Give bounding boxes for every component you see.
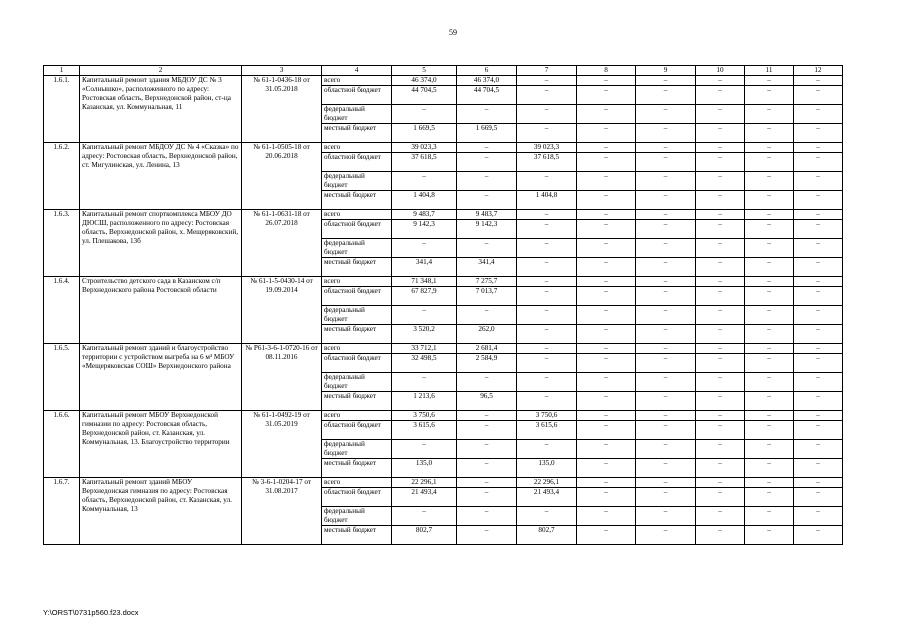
amount-cell: 3 750,6 — [392, 411, 457, 421]
amount-cell: – — [745, 76, 794, 86]
amount-cell: – — [745, 220, 794, 239]
funding-source: всего — [322, 277, 392, 287]
amount-cell: – — [794, 325, 843, 344]
amount-cell: – — [636, 478, 696, 488]
funding-source: местный бюджет — [322, 325, 392, 344]
amount-cell: 32 498,5 — [392, 354, 457, 373]
amount-cell: – — [577, 277, 636, 287]
funding-source: федеральный бюджет — [322, 306, 392, 325]
object-name: Капитальный ремонт МБДОУ ДС № 4 «Сказка» по адресу: Ростовская область, Верхнедонской район, ст. Мигулинская, ул. Ленина, 13 — [80, 143, 242, 210]
amount-cell: – — [794, 172, 843, 191]
amount-cell: – — [696, 440, 745, 459]
column-header: 8 — [577, 66, 636, 76]
amount-cell: 39 023,3 — [392, 143, 457, 153]
amount-cell: 3 615,6 — [392, 421, 457, 440]
funding-source: всего — [322, 344, 392, 354]
object-name: Капитальный ремонт зданий МБОУ Верхнедонская гимназия по адресу: Ростовская область, Верхнедонской район, ст. Казанская, ул. Коммунальная, 13 — [80, 478, 242, 545]
amount-cell: – — [636, 210, 696, 220]
table-row — [44, 411, 843, 421]
amount-cell: – — [392, 172, 457, 191]
amount-cell: – — [577, 354, 636, 373]
amount-cell: – — [577, 239, 636, 258]
amount-cell: – — [457, 153, 517, 172]
amount-cell: – — [636, 392, 696, 411]
amount-cell: – — [577, 287, 636, 306]
expertise-conclusion: № 61-1-0436-18 от 31.05.2018 — [242, 76, 322, 143]
amount-cell: – — [745, 507, 794, 526]
amount-cell: – — [577, 105, 636, 124]
amount-cell: – — [696, 287, 745, 306]
item-number: 1.6.4. — [44, 277, 80, 344]
amount-cell: – — [696, 488, 745, 507]
amount-cell: – — [745, 440, 794, 459]
amount-cell: 46 374,0 — [392, 76, 457, 86]
amount-cell: – — [745, 526, 794, 545]
amount-cell: 33 712,1 — [392, 344, 457, 354]
amount-cell: 37 618,5 — [392, 153, 457, 172]
amount-cell: – — [636, 344, 696, 354]
amount-cell: – — [745, 411, 794, 421]
amount-cell: – — [745, 373, 794, 392]
funding-source: всего — [322, 143, 392, 153]
amount-cell: – — [745, 287, 794, 306]
amount-cell: – — [696, 153, 745, 172]
amount-cell: – — [636, 172, 696, 191]
amount-cell: – — [745, 153, 794, 172]
funding-source: местный бюджет — [322, 392, 392, 411]
amount-cell: – — [577, 153, 636, 172]
amount-cell: – — [696, 507, 745, 526]
amount-cell: 21 493,4 — [392, 488, 457, 507]
amount-cell: – — [517, 392, 577, 411]
amount-cell: – — [794, 421, 843, 440]
amount-cell: – — [794, 258, 843, 277]
amount-cell: 67 827,9 — [392, 287, 457, 306]
amount-cell: – — [457, 478, 517, 488]
amount-cell: – — [794, 105, 843, 124]
column-header: 11 — [745, 66, 794, 76]
column-header: 6 — [457, 66, 517, 76]
page-number: 59 — [449, 28, 457, 37]
expertise-conclusion: № 3-6-1-0204-17 от 31.08.2017 — [242, 478, 322, 545]
amount-cell: – — [696, 124, 745, 143]
amount-cell: – — [457, 421, 517, 440]
amount-cell: 1 404,8 — [392, 191, 457, 210]
amount-cell: 135,0 — [392, 459, 457, 478]
item-number: 1.6.6. — [44, 411, 80, 478]
amount-cell: – — [636, 306, 696, 325]
funding-source: федеральный бюджет — [322, 507, 392, 526]
amount-cell: – — [517, 124, 577, 143]
amount-cell: 135,0 — [517, 459, 577, 478]
column-header: 9 — [636, 66, 696, 76]
amount-cell: – — [696, 526, 745, 545]
funding-source: федеральный бюджет — [322, 373, 392, 392]
funding-source: областной бюджет — [322, 153, 392, 172]
amount-cell: – — [636, 191, 696, 210]
amount-cell: – — [517, 258, 577, 277]
amount-cell: 1 404,8 — [517, 191, 577, 210]
funding-source: федеральный бюджет — [322, 440, 392, 459]
amount-cell: – — [794, 287, 843, 306]
column-header: 10 — [696, 66, 745, 76]
amount-cell: 3 520,2 — [392, 325, 457, 344]
object-name: Капитальный ремонт МБОУ Верхнедонской гимназии по адресу: Ростовская область, Верхнедонской район, ст. Казанская, ул. Коммунальная, 13. Благоустройство территории — [80, 411, 242, 478]
amount-cell: – — [794, 459, 843, 478]
amount-cell: – — [577, 411, 636, 421]
amount-cell: – — [577, 526, 636, 545]
amount-cell: – — [696, 220, 745, 239]
item-number: 1.6.5. — [44, 344, 80, 411]
amount-cell: – — [794, 277, 843, 287]
amount-cell: – — [696, 478, 745, 488]
amount-cell: – — [794, 344, 843, 354]
funding-source: федеральный бюджет — [322, 105, 392, 124]
amount-cell: – — [745, 277, 794, 287]
item-number: 1.6.7. — [44, 478, 80, 545]
amount-cell: – — [745, 488, 794, 507]
amount-cell: – — [577, 191, 636, 210]
amount-cell: – — [517, 344, 577, 354]
funding-source: областной бюджет — [322, 421, 392, 440]
amount-cell: 37 618,5 — [517, 153, 577, 172]
amount-cell: – — [696, 191, 745, 210]
amount-cell: – — [794, 507, 843, 526]
table-row — [44, 344, 843, 354]
amount-cell: – — [696, 210, 745, 220]
header-row — [44, 66, 843, 76]
table-row — [44, 277, 843, 287]
amount-cell: – — [745, 354, 794, 373]
expertise-conclusion: № 61-1-0631-18 от 26.07.2018 — [242, 210, 322, 277]
funding-source: федеральный бюджет — [322, 239, 392, 258]
column-header: 3 — [242, 66, 322, 76]
amount-cell: – — [636, 153, 696, 172]
amount-cell: – — [745, 210, 794, 220]
amount-cell: – — [794, 220, 843, 239]
amount-cell: – — [457, 191, 517, 210]
amount-cell: 7 275,7 — [457, 277, 517, 287]
amount-cell: 802,7 — [392, 526, 457, 545]
amount-cell: – — [696, 172, 745, 191]
amount-cell: – — [794, 392, 843, 411]
amount-cell: – — [696, 421, 745, 440]
amount-cell: – — [636, 124, 696, 143]
amount-cell: – — [577, 459, 636, 478]
amount-cell: – — [577, 325, 636, 344]
amount-cell: – — [577, 488, 636, 507]
amount-cell: 9 483,7 — [457, 210, 517, 220]
amount-cell: 1 669,5 — [392, 124, 457, 143]
amount-cell: 39 023,3 — [517, 143, 577, 153]
amount-cell: – — [517, 86, 577, 105]
amount-cell: – — [517, 172, 577, 191]
amount-cell: – — [457, 459, 517, 478]
funding-source: всего — [322, 210, 392, 220]
amount-cell: – — [636, 488, 696, 507]
object-name: Капитальный ремонт зданий и благоустройство территории с устройством выгреба на 6 м³ МБОУ «Мещеряковская СОШ» Верхнедонского района — [80, 344, 242, 411]
object-name: Строительство детского сада в Казанском с/п Верхнедонского района Ростовской области — [80, 277, 242, 344]
amount-cell: 96,5 — [457, 392, 517, 411]
amount-cell: 802,7 — [517, 526, 577, 545]
amount-cell: – — [636, 421, 696, 440]
amount-cell: – — [577, 306, 636, 325]
amount-cell: – — [794, 143, 843, 153]
financing-table — [43, 65, 843, 545]
amount-cell: – — [745, 191, 794, 210]
amount-cell: – — [577, 220, 636, 239]
amount-cell: – — [517, 239, 577, 258]
amount-cell: – — [517, 507, 577, 526]
amount-cell: – — [457, 239, 517, 258]
amount-cell: – — [636, 507, 696, 526]
amount-cell: – — [745, 325, 794, 344]
amount-cell: 341,4 — [457, 258, 517, 277]
amount-cell: – — [636, 239, 696, 258]
amount-cell: – — [517, 354, 577, 373]
amount-cell: – — [794, 354, 843, 373]
amount-cell: – — [794, 210, 843, 220]
amount-cell: – — [392, 306, 457, 325]
amount-cell: – — [696, 354, 745, 373]
amount-cell: – — [696, 373, 745, 392]
amount-cell: – — [577, 210, 636, 220]
funding-source: всего — [322, 76, 392, 86]
amount-cell: – — [794, 191, 843, 210]
amount-cell: – — [577, 478, 636, 488]
amount-cell: 44 704,5 — [457, 86, 517, 105]
amount-cell: – — [392, 239, 457, 258]
amount-cell: – — [745, 239, 794, 258]
item-number: 1.6.3. — [44, 210, 80, 277]
amount-cell: – — [696, 105, 745, 124]
amount-cell: – — [636, 220, 696, 239]
object-name: Капитальный ремонт здания МБДОУ ДС № 3 «Солнышко», расположенного по адресу: Ростовская область, Верхнедонской район, ст-ца Казанская, ул. Коммунальная, 11 — [80, 76, 242, 143]
amount-cell: – — [392, 105, 457, 124]
amount-cell: – — [577, 76, 636, 86]
amount-cell: 262,0 — [457, 325, 517, 344]
table-row — [44, 478, 843, 488]
amount-cell: – — [457, 143, 517, 153]
amount-cell: – — [457, 440, 517, 459]
amount-cell: – — [794, 373, 843, 392]
amount-cell: – — [577, 344, 636, 354]
table-row — [44, 76, 843, 86]
amount-cell: – — [636, 143, 696, 153]
amount-cell: – — [745, 124, 794, 143]
amount-cell: – — [636, 76, 696, 86]
amount-cell: – — [745, 344, 794, 354]
table-row — [44, 143, 843, 153]
amount-cell: – — [517, 306, 577, 325]
amount-cell: 22 296,1 — [517, 478, 577, 488]
amount-cell: 71 348,1 — [392, 277, 457, 287]
amount-cell: – — [794, 239, 843, 258]
object-name: Капитальный ремонт спорткомплекса МБОУ ДО ДЮСШ, расположенного по адресу: Ростовская область, Верхнедонской район, х. Мещеряковский, ул. Плешакова, 13б — [80, 210, 242, 277]
amount-cell: – — [745, 86, 794, 105]
funding-source: всего — [322, 411, 392, 421]
amount-cell: 2 584,9 — [457, 354, 517, 373]
column-header: 12 — [794, 66, 843, 76]
amount-cell: – — [577, 440, 636, 459]
amount-cell: – — [696, 306, 745, 325]
amount-cell: – — [794, 86, 843, 105]
amount-cell: – — [577, 392, 636, 411]
amount-cell: – — [696, 411, 745, 421]
amount-cell: 3 615,6 — [517, 421, 577, 440]
amount-cell: – — [392, 373, 457, 392]
column-header: 4 — [322, 66, 392, 76]
expertise-conclusion: № 61-1-0492-19 от 31.05.2019 — [242, 411, 322, 478]
amount-cell: – — [577, 143, 636, 153]
amount-cell: – — [636, 526, 696, 545]
amount-cell: – — [457, 172, 517, 191]
amount-cell: – — [517, 105, 577, 124]
amount-cell: – — [392, 440, 457, 459]
column-header: 1 — [44, 66, 80, 76]
amount-cell: – — [794, 124, 843, 143]
item-number: 1.6.2. — [44, 143, 80, 210]
amount-cell: – — [745, 392, 794, 411]
funding-source: местный бюджет — [322, 526, 392, 545]
funding-source: местный бюджет — [322, 191, 392, 210]
column-header: 7 — [517, 66, 577, 76]
amount-cell: – — [577, 124, 636, 143]
funding-source: всего — [322, 478, 392, 488]
amount-cell: – — [577, 172, 636, 191]
amount-cell: 341,4 — [392, 258, 457, 277]
amount-cell: – — [794, 411, 843, 421]
amount-cell: – — [696, 143, 745, 153]
funding-source: областной бюджет — [322, 287, 392, 306]
amount-cell: – — [794, 306, 843, 325]
amount-cell: – — [457, 373, 517, 392]
amount-cell: – — [636, 258, 696, 277]
amount-cell: 3 750,6 — [517, 411, 577, 421]
amount-cell: – — [517, 325, 577, 344]
amount-cell: – — [636, 411, 696, 421]
amount-cell: 9 142,3 — [457, 220, 517, 239]
amount-cell: – — [696, 258, 745, 277]
funding-source: федеральный бюджет — [322, 172, 392, 191]
amount-cell: – — [696, 86, 745, 105]
amount-cell: – — [517, 287, 577, 306]
amount-cell: – — [745, 172, 794, 191]
amount-cell: – — [636, 287, 696, 306]
amount-cell: – — [745, 306, 794, 325]
amount-cell: – — [636, 86, 696, 105]
amount-cell: – — [577, 507, 636, 526]
amount-cell: – — [457, 526, 517, 545]
amount-cell: – — [517, 210, 577, 220]
amount-cell: – — [696, 459, 745, 478]
funding-source: областной бюджет — [322, 86, 392, 105]
column-header: 2 — [80, 66, 242, 76]
amount-cell: 22 296,1 — [392, 478, 457, 488]
expertise-conclusion: № 61-1-0505-18 от 20.06.2018 — [242, 143, 322, 210]
amount-cell: – — [794, 488, 843, 507]
amount-cell: – — [696, 277, 745, 287]
amount-cell: – — [794, 526, 843, 545]
amount-cell: 46 374,0 — [457, 76, 517, 86]
amount-cell: – — [636, 277, 696, 287]
amount-cell: – — [577, 373, 636, 392]
amount-cell: – — [745, 478, 794, 488]
item-number: 1.6.1. — [44, 76, 80, 143]
amount-cell: – — [794, 76, 843, 86]
amount-cell: – — [636, 105, 696, 124]
amount-cell: – — [392, 507, 457, 526]
amount-cell: – — [457, 507, 517, 526]
amount-cell: – — [696, 325, 745, 344]
amount-cell: – — [745, 459, 794, 478]
amount-cell: – — [517, 440, 577, 459]
amount-cell: – — [745, 105, 794, 124]
amount-cell: – — [696, 76, 745, 86]
amount-cell: 9 142,3 — [392, 220, 457, 239]
amount-cell: – — [457, 105, 517, 124]
amount-cell: – — [794, 153, 843, 172]
amount-cell: 7 013,7 — [457, 287, 517, 306]
amount-cell: 1 213,6 — [392, 392, 457, 411]
amount-cell: – — [794, 440, 843, 459]
amount-cell: 44 704,5 — [392, 86, 457, 105]
table-row — [44, 210, 843, 220]
amount-cell: – — [517, 373, 577, 392]
column-header: 5 — [392, 66, 457, 76]
amount-cell: – — [696, 239, 745, 258]
amount-cell: – — [745, 421, 794, 440]
funding-source: местный бюджет — [322, 124, 392, 143]
amount-cell: – — [577, 86, 636, 105]
amount-cell: – — [517, 277, 577, 287]
funding-source: областной бюджет — [322, 354, 392, 373]
expertise-conclusion: № 61-1-5-0430-14 от 19.09.2014 — [242, 277, 322, 344]
amount-cell: – — [636, 459, 696, 478]
amount-cell: – — [696, 344, 745, 354]
funding-source: областной бюджет — [322, 488, 392, 507]
amount-cell: – — [577, 258, 636, 277]
amount-cell: – — [636, 325, 696, 344]
amount-cell: 2 681,4 — [457, 344, 517, 354]
amount-cell: – — [517, 220, 577, 239]
amount-cell: 9 483,7 — [392, 210, 457, 220]
amount-cell: – — [636, 440, 696, 459]
amount-cell: – — [745, 143, 794, 153]
amount-cell: – — [517, 76, 577, 86]
amount-cell: – — [636, 373, 696, 392]
amount-cell: – — [457, 488, 517, 507]
funding-source: местный бюджет — [322, 258, 392, 277]
amount-cell: – — [794, 478, 843, 488]
funding-source: местный бюджет — [322, 459, 392, 478]
amount-cell: – — [457, 306, 517, 325]
amount-cell: – — [577, 421, 636, 440]
amount-cell: – — [457, 411, 517, 421]
amount-cell: – — [696, 392, 745, 411]
file-path-footer: Y:\ORST\0731p560.f23.docx — [43, 608, 139, 617]
amount-cell: – — [745, 258, 794, 277]
amount-cell: – — [636, 354, 696, 373]
amount-cell: 1 669,5 — [457, 124, 517, 143]
amount-cell: 21 493,4 — [517, 488, 577, 507]
expertise-conclusion: № Р61-3-6-1-0720-16 от 08.11.2016 — [242, 344, 322, 411]
funding-source: областной бюджет — [322, 220, 392, 239]
